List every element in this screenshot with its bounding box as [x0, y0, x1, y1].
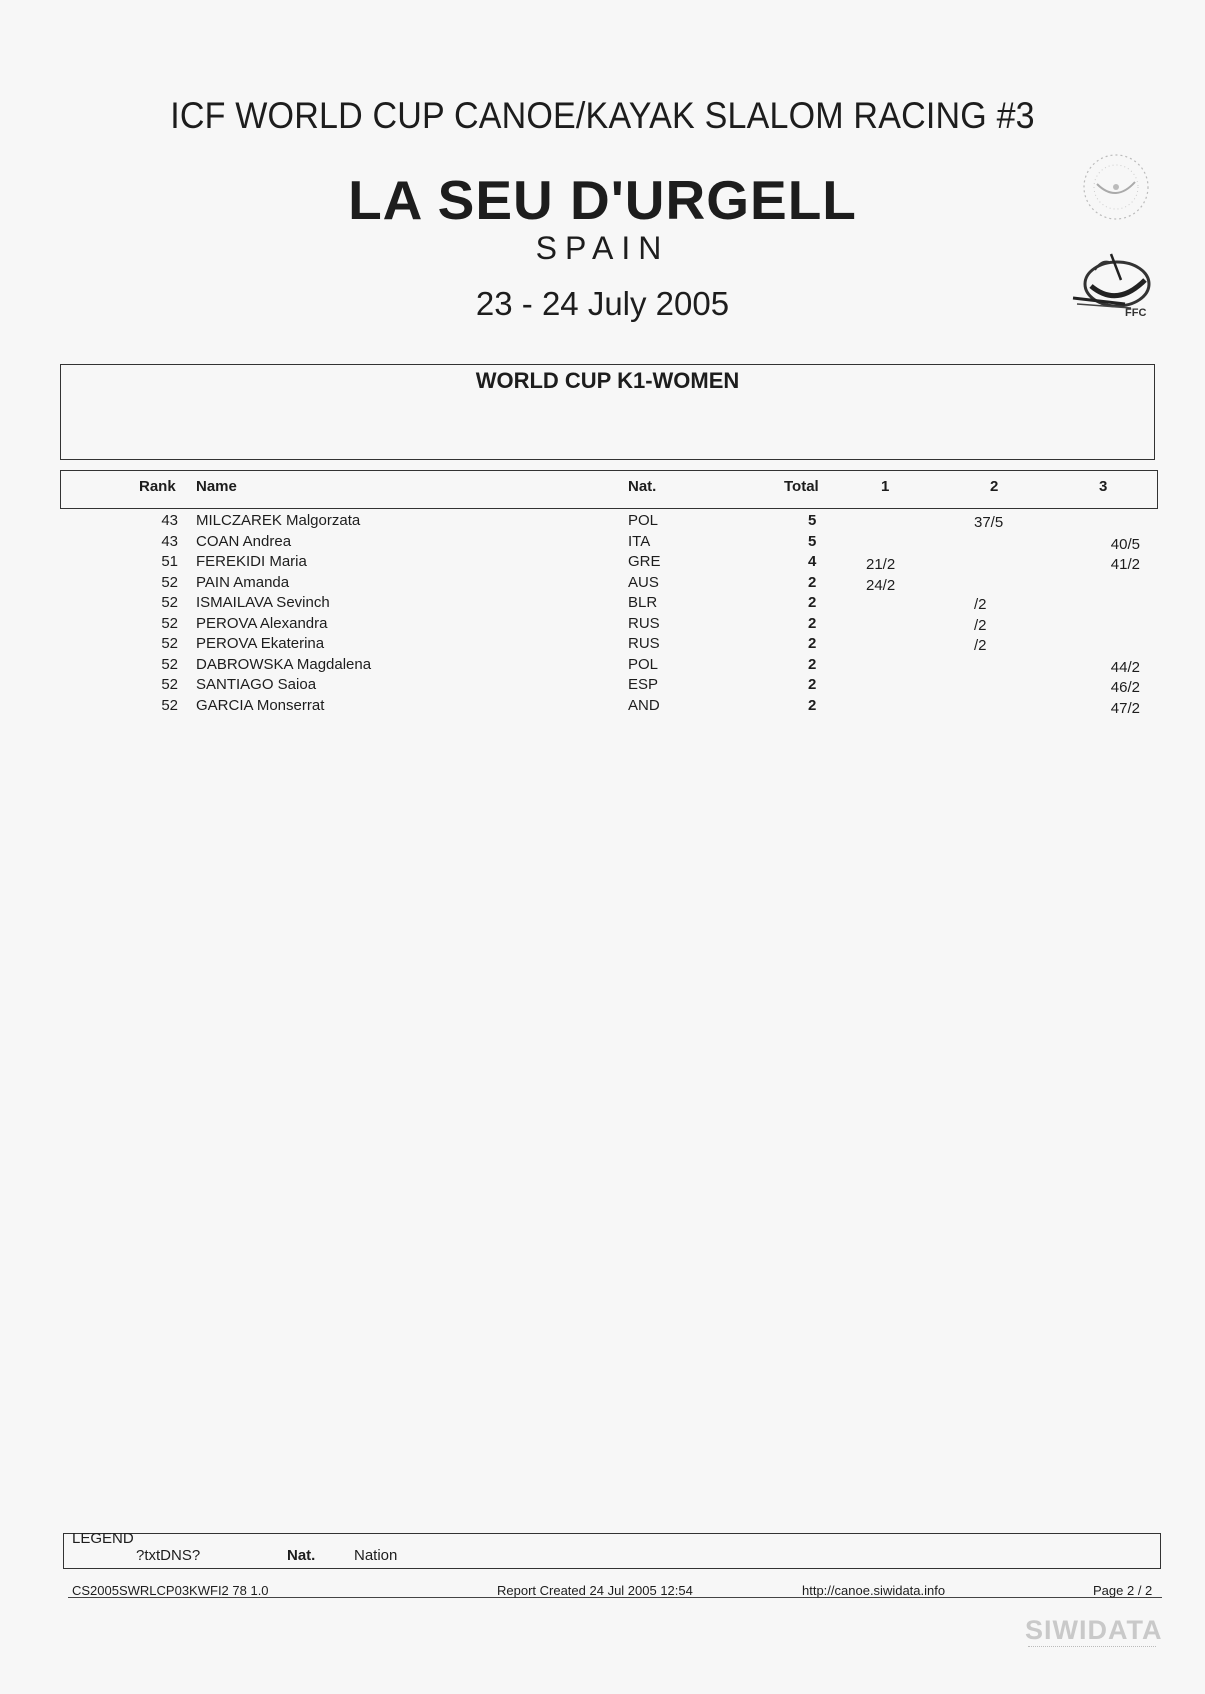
col-header-nat: Nat.	[628, 478, 657, 495]
cell-total: 5	[808, 532, 817, 550]
cell-total: 2	[808, 635, 817, 652]
cell-run3	[1080, 577, 1140, 598]
cell-total: 2	[808, 594, 817, 611]
cell-name: PEROVA Ekaterina	[196, 635, 325, 652]
cell-total: 4	[808, 553, 817, 570]
footer-code: CS2005SWRLCP03KWFI2 78 1.0	[72, 1583, 269, 1598]
cell-rank: 52	[161, 635, 178, 652]
cell-nat: RUS	[628, 635, 660, 652]
siwidata-logo-underline	[1028, 1646, 1156, 1650]
cell-run2	[974, 658, 1034, 679]
cell-run1	[866, 638, 926, 659]
cell-rank: 43	[161, 512, 178, 529]
cell-run3: 47/2	[1110, 699, 1140, 717]
cell-run2	[974, 555, 1034, 576]
cell-rank: 52	[161, 676, 178, 693]
cell-run2: /2	[974, 616, 987, 634]
footer-report-created: Report Created 24 Jul 2005 12:54	[497, 1583, 693, 1598]
legend-box	[63, 1533, 1161, 1569]
cell-run3: 46/2	[1110, 679, 1140, 696]
cell-nat: BLR	[628, 594, 658, 611]
cell-run1	[866, 700, 926, 721]
cell-run1	[866, 597, 926, 618]
event-dates: 23 - 24 July 2005	[475, 285, 730, 322]
cell-run2	[974, 678, 1034, 699]
cell-run2: /2	[974, 596, 987, 613]
cell-name: GARCIA Monserrat	[196, 696, 325, 714]
legend-label: LEGEND	[72, 1530, 134, 1547]
col-header-run2: 2	[990, 478, 999, 495]
footer-page: Page 2 / 2	[1093, 1583, 1153, 1598]
col-header-run1: 1	[881, 478, 890, 495]
cell-name: PAIN Amanda	[196, 573, 290, 591]
cell-name: SANTIAGO Saioa	[196, 676, 317, 693]
cell-run3	[1080, 597, 1140, 618]
legend-item-dns: ?txtDNS?	[136, 1547, 201, 1564]
cell-run3: 41/2	[1110, 556, 1140, 573]
cell-run3	[1080, 515, 1140, 536]
cell-run1	[866, 536, 926, 557]
cell-nat: ESP	[628, 676, 659, 693]
cell-name: DABROWSKA Magdalena	[196, 655, 372, 673]
cell-nat: POL	[628, 512, 659, 529]
cell-run2: /2	[974, 637, 987, 654]
cell-run1: 21/2	[866, 556, 896, 573]
cell-run1	[866, 515, 926, 536]
cell-run3: 40/5	[1110, 535, 1140, 553]
stamp-logo	[1075, 148, 1157, 226]
venue-title: LA SEU D'URGELL	[348, 169, 857, 231]
cell-rank: 52	[161, 594, 178, 611]
col-header-rank: Rank	[139, 478, 176, 495]
cell-run1	[866, 659, 926, 680]
cell-nat: GRE	[628, 553, 661, 570]
cell-name: MILCZAREK Malgorzata	[196, 512, 361, 529]
col-header-run3: 3	[1099, 478, 1108, 495]
cell-name: PEROVA Alexandra	[196, 614, 328, 632]
cell-run1	[866, 618, 926, 639]
cell-rank: 52	[161, 614, 178, 632]
cell-run1: 24/2	[866, 576, 896, 594]
cell-rank: 51	[161, 553, 178, 570]
cell-run2	[974, 535, 1034, 556]
cell-rank: 52	[161, 696, 178, 714]
cell-nat: POL	[628, 655, 659, 673]
cell-run1	[866, 679, 926, 700]
svg-text:FFC: FFC	[1125, 307, 1147, 319]
country-title: SPAIN	[535, 230, 670, 266]
cell-rank: 43	[161, 532, 178, 550]
cell-run3: 44/2	[1110, 658, 1140, 676]
cell-total: 2	[808, 676, 817, 693]
cell-nat: ITA	[628, 532, 651, 550]
cell-run2	[974, 576, 1034, 597]
cell-total: 5	[808, 512, 817, 529]
cell-nat: AUS	[628, 573, 659, 591]
cell-name: ISMAILAVA Sevinch	[196, 594, 330, 611]
footer-url: http://canoe.siwidata.info	[802, 1583, 946, 1598]
cell-total: 2	[808, 614, 817, 632]
cell-nat: AND	[628, 696, 660, 714]
cell-run2	[974, 699, 1034, 720]
federation-logo	[1065, 250, 1160, 322]
cell-run3	[1080, 638, 1140, 659]
cell-name: FEREKIDI Maria	[196, 553, 307, 570]
legend-nat-full: Nation	[354, 1547, 398, 1564]
cell-run2: 37/5	[974, 514, 1004, 531]
cell-total: 2	[808, 573, 817, 591]
col-header-name: Name	[196, 478, 237, 495]
col-header-total: Total	[784, 478, 819, 495]
event-series-title: ICF WORLD CUP CANOE/KAYAK SLALOM RACING #3	[170, 95, 1035, 136]
cell-total: 2	[808, 655, 817, 673]
cell-name: COAN Andrea	[196, 532, 292, 550]
siwidata-logo: SIWIDATA	[1025, 1615, 1163, 1645]
cell-rank: 52	[161, 573, 178, 591]
legend-nat-abbr: Nat.	[287, 1547, 316, 1564]
cell-total: 2	[808, 696, 817, 714]
cell-nat: RUS	[628, 614, 660, 632]
cell-run3	[1080, 618, 1140, 639]
cell-rank: 52	[161, 655, 178, 673]
event-title: WORLD CUP K1-WOMEN	[475, 368, 740, 393]
